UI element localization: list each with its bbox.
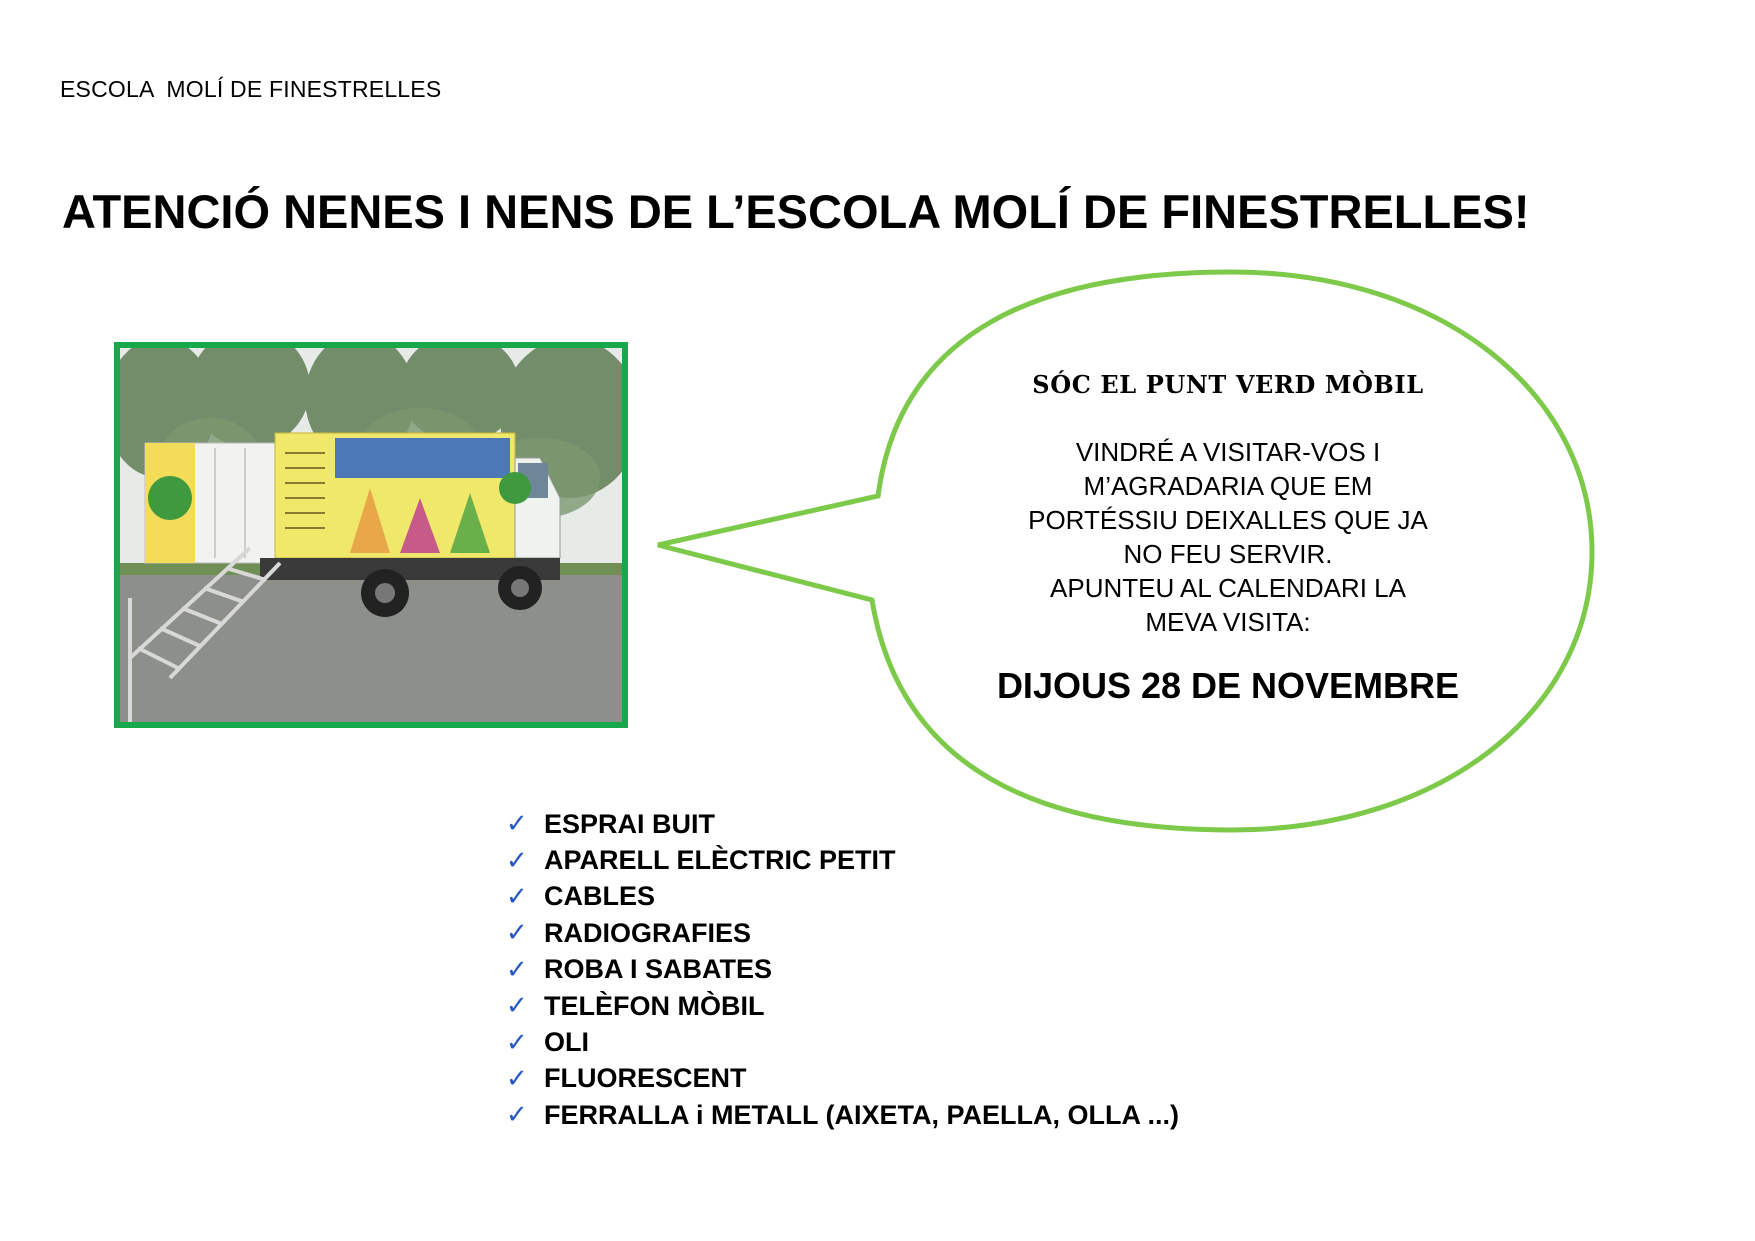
bubble-message xyxy=(968,435,1488,639)
checkmark-icon: ✓ xyxy=(506,1100,528,1131)
school-name: ESCOLA MOLÍ DE FINESTRELLES xyxy=(60,76,442,102)
checkmark-icon: ✓ xyxy=(506,881,528,912)
list-item-label: OLI xyxy=(544,1027,589,1058)
list-item xyxy=(506,952,1179,988)
list-item-label: RADIOGRAFIES xyxy=(544,917,752,948)
bubble-text xyxy=(968,360,1488,707)
bubble-line: PORTÉSSIU DEIXALLES QUE JA xyxy=(1028,505,1428,535)
list-item xyxy=(506,842,1179,878)
list-item-label: ROBA I SABATES xyxy=(544,954,773,985)
list-item xyxy=(506,915,1179,951)
checkmark-icon: ✓ xyxy=(506,809,528,840)
checkmark-icon: ✓ xyxy=(506,954,528,985)
checkmark-icon: ✓ xyxy=(506,918,528,949)
list-item-label: TELÈFON MÒBIL xyxy=(544,990,765,1021)
bubble-line: MEVA VISITA: xyxy=(1145,607,1311,637)
bubble-line: VINDRÉ A VISITAR-VOS I xyxy=(1075,437,1381,467)
visit-date: DIJOUS 28 DE NOVEMBRE xyxy=(996,665,1460,706)
checkmark-icon: ✓ xyxy=(506,991,528,1022)
list-item xyxy=(506,988,1179,1024)
list-item-label: FLUORESCENT xyxy=(544,1063,747,1094)
waste-items-list xyxy=(506,806,1179,1134)
bubble-line: NO FEU SERVIR. xyxy=(1123,539,1333,569)
list-item xyxy=(506,1024,1179,1060)
bubble-line: M’AGRADARIA QUE EM xyxy=(1083,471,1373,501)
bubble-title: SÓC EL PUNT VERD MÒBIL xyxy=(1032,370,1424,399)
checkmark-icon: ✓ xyxy=(506,1063,528,1094)
list-item xyxy=(506,879,1179,915)
list-item-label: APARELL ELÈCTRIC PETIT xyxy=(544,845,896,876)
checkmark-icon: ✓ xyxy=(506,845,528,876)
list-item xyxy=(506,806,1179,842)
checkmark-icon: ✓ xyxy=(506,1027,528,1058)
bubble-line: APUNTEU AL CALENDARI LA xyxy=(1050,573,1406,603)
list-item xyxy=(506,1097,1179,1133)
page-headline: ATENCIÓ NENES I NENS DE L’ESCOLA MOLÍ DE FINESTRELLES! xyxy=(62,185,1530,238)
list-item-label: FERRALLA i METALL (AIXETA, PAELLA, OLLA ...) xyxy=(544,1099,1179,1130)
list-item-label: ESPRAI BUIT xyxy=(544,808,716,839)
list-item-label: CABLES xyxy=(544,881,656,912)
list-item xyxy=(506,1061,1179,1097)
